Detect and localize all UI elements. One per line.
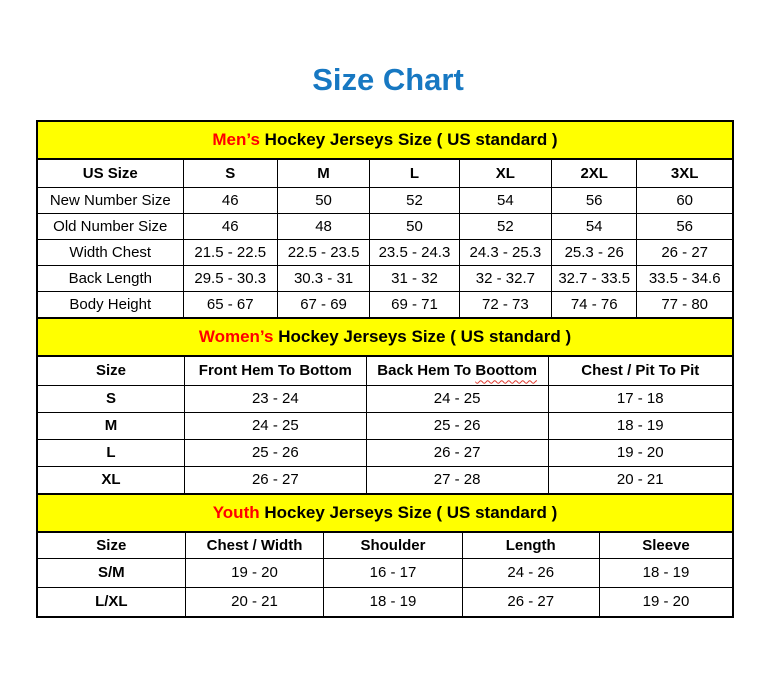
table-cell: 56 <box>637 213 732 239</box>
misspelled-word: Boottom <box>475 362 538 380</box>
table-cell: 29.5 - 30.3 <box>183 265 277 291</box>
table-cell: 69 - 71 <box>370 291 460 317</box>
table-row <box>38 558 732 587</box>
mens-size-table <box>38 160 732 317</box>
table-cell: 16 - 17 <box>324 558 462 587</box>
table-cell: 19 - 20 <box>599 587 732 616</box>
table-cell: 65 - 67 <box>183 291 277 317</box>
womens-header-row <box>38 357 732 385</box>
table-cell: 48 <box>277 213 369 239</box>
size-chart <box>36 120 734 618</box>
table-cell: 18 - 19 <box>599 558 732 587</box>
column-header: Chest / Width <box>185 533 324 558</box>
table-row <box>38 466 732 493</box>
table-cell: 77 - 80 <box>637 291 732 317</box>
table-cell: 46 <box>183 187 277 213</box>
row-label: Width Chest <box>38 239 183 265</box>
table-cell: 18 - 19 <box>324 587 462 616</box>
row-label: Old Number Size <box>38 213 183 239</box>
column-header: L <box>370 160 460 187</box>
row-label: L <box>38 439 184 466</box>
womens-section-title: Hockey Jerseys Size ( US standard ) <box>278 327 572 346</box>
table-cell: 32.7 - 33.5 <box>552 265 637 291</box>
table-cell: 19 - 20 <box>548 439 732 466</box>
row-label: S <box>38 385 184 412</box>
table-row <box>38 239 732 265</box>
table-row <box>38 587 732 616</box>
table-cell: 24 - 26 <box>462 558 599 587</box>
page-title: Size Chart <box>312 62 464 97</box>
table-row <box>38 213 732 239</box>
column-header: S <box>183 160 277 187</box>
table-cell: 25.3 - 26 <box>552 239 637 265</box>
row-label: M <box>38 412 184 439</box>
column-header: Sleeve <box>599 533 732 558</box>
table-cell: 50 <box>370 213 460 239</box>
table-cell: 56 <box>552 187 637 213</box>
mens-section-title: Hockey Jerseys Size ( US standard ) <box>264 130 558 149</box>
table-cell: 32 - 32.7 <box>459 265 551 291</box>
row-label: New Number Size <box>38 187 183 213</box>
table-cell: 22.5 - 23.5 <box>277 239 369 265</box>
table-row <box>38 439 732 466</box>
table-cell: 23 - 24 <box>184 385 366 412</box>
table-row <box>38 385 732 412</box>
column-header: Front Hem To Bottom <box>184 357 366 385</box>
column-header: XL <box>459 160 551 187</box>
youth-section-header <box>38 493 732 533</box>
table-cell: 26 - 27 <box>462 587 599 616</box>
table-row <box>38 412 732 439</box>
column-header: 3XL <box>637 160 732 187</box>
row-label: XL <box>38 466 184 493</box>
table-cell: 19 - 20 <box>185 558 324 587</box>
mens-header-row <box>38 160 732 187</box>
table-row <box>38 291 732 317</box>
column-header: 2XL <box>552 160 637 187</box>
table-cell: 25 - 26 <box>366 412 548 439</box>
table-cell: 18 - 19 <box>548 412 732 439</box>
table-cell: 20 - 21 <box>185 587 324 616</box>
table-cell: 26 - 27 <box>366 439 548 466</box>
table-row <box>38 265 732 291</box>
table-cell: 74 - 76 <box>552 291 637 317</box>
womens-size-table <box>38 357 732 493</box>
column-header: Size <box>38 533 185 558</box>
table-cell: 27 - 28 <box>366 466 548 493</box>
table-cell: 60 <box>637 187 732 213</box>
table-cell: 24.3 - 25.3 <box>459 239 551 265</box>
youth-header-row <box>38 533 732 558</box>
table-cell: 67 - 69 <box>277 291 369 317</box>
table-cell: 26 - 27 <box>184 466 366 493</box>
table-cell: 33.5 - 34.6 <box>637 265 732 291</box>
row-label: L/XL <box>38 587 185 616</box>
table-cell: 20 - 21 <box>548 466 732 493</box>
table-cell: 52 <box>370 187 460 213</box>
table-cell: 52 <box>459 213 551 239</box>
column-header: Length <box>462 533 599 558</box>
table-row <box>38 187 732 213</box>
column-header: M <box>277 160 369 187</box>
column-header <box>366 357 548 385</box>
column-header: Size <box>38 357 184 385</box>
column-header: US Size <box>38 160 183 187</box>
table-cell: 21.5 - 22.5 <box>183 239 277 265</box>
column-header: Chest / Pit To Pit <box>548 357 732 385</box>
youth-section-title: Hockey Jerseys Size ( US standard ) <box>264 503 558 522</box>
womens-section-header <box>38 317 732 357</box>
table-cell: 31 - 32 <box>370 265 460 291</box>
table-cell: 24 - 25 <box>366 385 548 412</box>
row-label: Back Length <box>38 265 183 291</box>
column-header: Shoulder <box>324 533 462 558</box>
table-cell: 25 - 26 <box>184 439 366 466</box>
row-label: Body Height <box>38 291 183 317</box>
row-label: S/M <box>38 558 185 587</box>
table-cell: 50 <box>277 187 369 213</box>
table-cell: 46 <box>183 213 277 239</box>
table-cell: 72 - 73 <box>459 291 551 317</box>
table-cell: 26 - 27 <box>637 239 732 265</box>
youth-section-highlight: Youth <box>212 503 260 522</box>
table-cell: 23.5 - 24.3 <box>370 239 460 265</box>
table-cell: 54 <box>459 187 551 213</box>
mens-section-highlight: Men’s <box>212 130 260 149</box>
table-cell: 24 - 25 <box>184 412 366 439</box>
youth-size-table <box>38 533 732 616</box>
womens-section-highlight: Women’s <box>198 327 274 346</box>
table-cell: 54 <box>552 213 637 239</box>
table-cell: 17 - 18 <box>548 385 732 412</box>
column-header-text: Back Hem To <box>377 362 472 380</box>
table-cell: 30.3 - 31 <box>277 265 369 291</box>
mens-section-header <box>38 122 732 160</box>
